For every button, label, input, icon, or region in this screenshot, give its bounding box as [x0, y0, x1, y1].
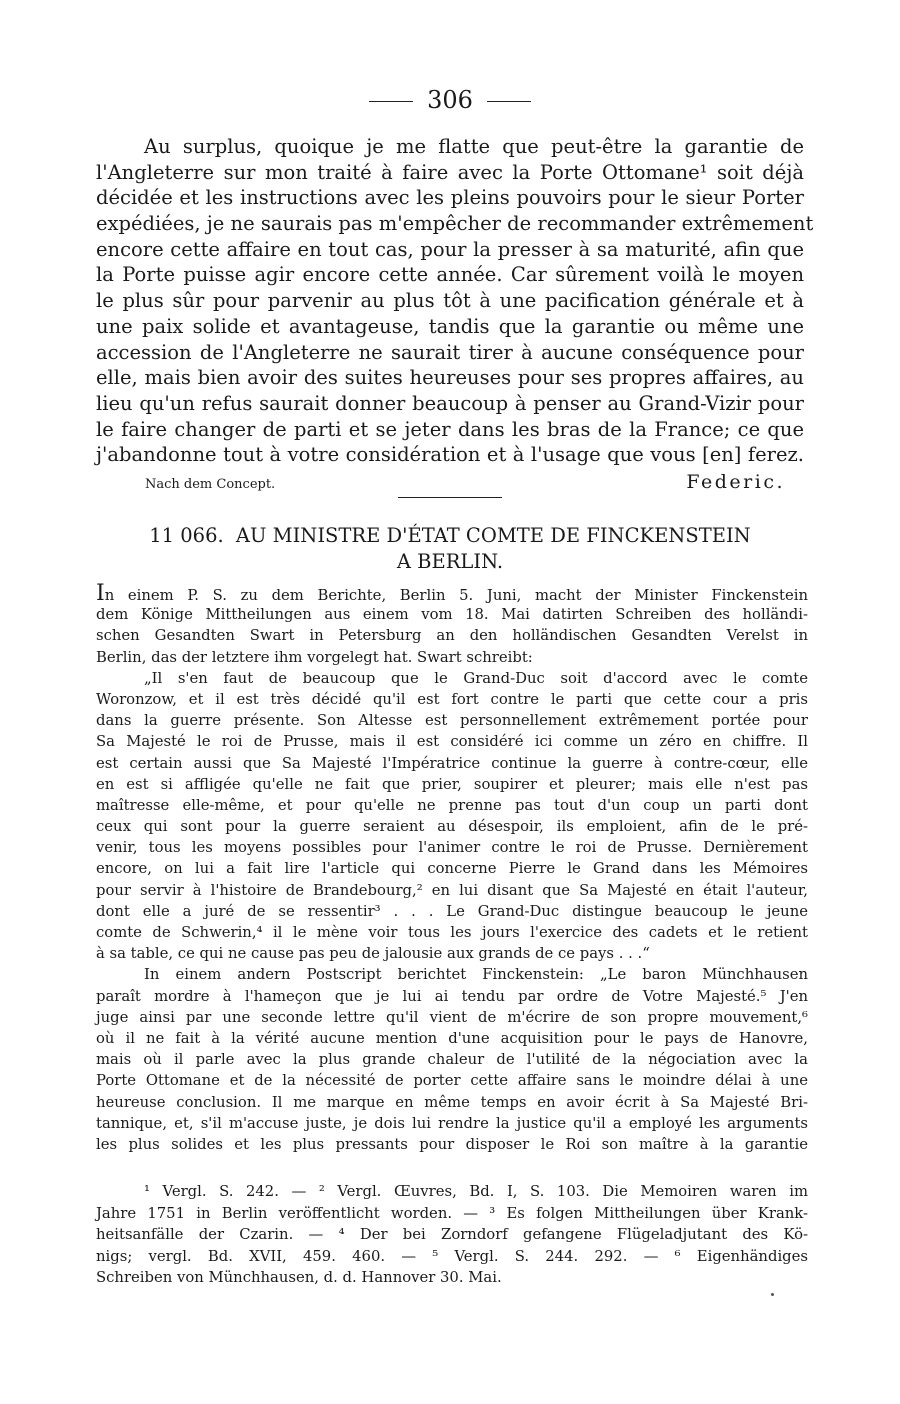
document-title — [96, 523, 804, 575]
body-line: Berlin, das der letztere ihm vorgelegt hat. Swart schreibt: — [96, 648, 533, 666]
body-line: mais où il parle avec la plus grande chaleur de l'utilité de la négociation avec la — [96, 1051, 808, 1069]
letter-line: elle, mais bien avoir des suites heureuses pour ses propres affaires, au — [96, 366, 804, 390]
body-line: comte de Schwerin,⁴ il le mène voir tous les jours l'exercice des cadets et le retient — [96, 924, 808, 941]
body-line: les plus solides et les plus pressants pour disposer le Roi son maître à la garantie — [96, 1135, 808, 1153]
source-note: Nach dem Concept. — [145, 477, 276, 492]
letter-line: j'abandonne tout à votre considération et à l'usage que vous [en] ferez. — [96, 443, 804, 467]
body-line: juge ainsi par une seconde lettre qu'il vient de m'écrire de son propre mouvement,⁶ — [96, 1008, 808, 1026]
header-dash-left — [369, 101, 413, 102]
letter-line: l'Angleterre sur mon traité à faire avec la Porte Ottomane¹ soit déjà — [96, 160, 804, 184]
body-line: ceux qui sont pour la guerre seraient au désespoir, ils emploient, afin de le pré- — [96, 818, 808, 836]
page-number: 306 — [427, 86, 473, 114]
header-dash-right — [487, 101, 531, 102]
footnote-line: heitsanfälle der Czarin. — ⁴ Der bei Zorndorf gefangene Flügeladjutant des Kö- — [96, 1226, 808, 1243]
title-line-2: A BERLIN. — [396, 550, 504, 573]
letter-line: décidée et les instructions avec les pleins pouvoirs pour le sieur Porter — [96, 186, 804, 210]
title-line-1: AU MINISTRE D'ÉTAT COMTE DE FINCKENSTEIN — [235, 524, 751, 547]
letter-line: lieu qu'un refus saurait donner beaucoup à penser au Grand-Vizir pour — [96, 391, 804, 415]
letter-line: accession de l'Angleterre ne saurait tirer à aucune conséquence pour — [96, 340, 804, 364]
drop-cap: I — [96, 581, 105, 606]
body-line: dans la guerre présente. Son Altesse est personnellement extrêmement portée pour — [96, 712, 808, 730]
footnote-line: nigs; vergl. Bd. XVII, 459. 460. — ⁵ Vergl. S. 244. 292. — ⁶ Eigenhändiges — [96, 1247, 808, 1265]
body-line: dont elle a juré de se ressentir³ . . . Le Grand-Duc distingue beaucoup le jeune — [96, 902, 808, 920]
letter-line: une paix solide et avantageuse, tandis que la garantie ou même une — [96, 314, 804, 338]
letter-line: Au surplus, quoique je me flatte que peut-être la garantie de — [144, 135, 804, 158]
letter-line: le faire changer de parti et se jeter dans les bras de la France; ce que — [96, 417, 804, 441]
body-line: venir, tous les moyens possibles pour l'animer contre le roi de Prusse. Dernièrement — [96, 839, 808, 857]
letter-line: expédiées, je ne saurais pas m'empêcher de recommander extrêmement — [96, 212, 814, 236]
footnotes — [96, 1181, 808, 1289]
body-line: à sa table, ce qui ne cause pas peu de jalousie aux grands de ce pays . . .“ — [96, 945, 650, 963]
signature: Federic. — [686, 471, 785, 493]
body-line: dem Könige Mittheilungen aus einem vom 18. Mai datirten Schreiben des holländi- — [96, 606, 808, 624]
footnote-line: Jahre 1751 in Berlin veröffentlicht worden. — ³ Es folgen Mittheilungen über Krank- — [96, 1204, 808, 1222]
section-divider — [398, 497, 502, 498]
letter-line: encore cette affaire en tout cas, pour la presser à sa maturité, afin que — [96, 237, 804, 261]
page-header — [0, 86, 900, 114]
body-line: In einem andern Postscript berichtet Finckenstein: „Le baron Münchhausen — [144, 966, 808, 984]
body-first-line: n einem P. S. zu dem Berichte, Berlin 5. Juni, macht der Minister Finckenstein — [104, 587, 808, 604]
print-speck — [771, 1293, 774, 1296]
body-line — [96, 583, 808, 604]
body-line: heureuse conclusion. Il me marque en même temps en avoir écrit à Sa Majesté Bri- — [96, 1093, 808, 1111]
body-line: paraît mordre à l'hameçon que je lui ai tendu par ordre de Votre Majesté.⁵ J'en — [96, 987, 808, 1005]
body-line: Sa Majesté le roi de Prusse, mais il est considéré ici comme un zéro en chiffre. Il — [96, 733, 808, 751]
letter-line: la Porte puisse agir encore cette année. Car sûrement voilà le moyen — [96, 263, 804, 287]
body-line: où il ne fait à la vérité aucune mention d'une acquisition pour le pays de Hanovre, — [96, 1029, 808, 1047]
body-line: Woronzow, et il est très décidé qu'il est fort contre le parti que cette cour a pris — [96, 690, 808, 708]
body-line: en est si affligée qu'elle ne fait que prier, soupirer et pleurer; mais elle n'est pas — [96, 775, 808, 793]
body-line: tannique, et, s'il m'accuse juste, je dois lui rendre la justice qu'il a employé les arguments — [96, 1114, 808, 1132]
body-text — [96, 583, 808, 1155]
body-line: Porte Ottomane et de la nécessité de porter cette affaire sans le moindre délai à une — [96, 1072, 808, 1090]
letter-line: le plus sûr pour parvenir au plus tôt à une pacification générale et à — [96, 289, 804, 313]
body-line: encore, on lui a fait lire l'article qui concerne Pierre le Grand dans les Mémoires — [96, 860, 808, 878]
body-line: est certain aussi que Sa Majesté l'Impératrice continue la guerre à contre-cœur, elle — [96, 754, 808, 772]
body-line: „Il s'en faut de beaucoup que le Grand-Duc soit d'accord avec le comte — [144, 669, 808, 687]
document-number: 11 066. — [149, 524, 224, 547]
letter-text — [96, 134, 814, 468]
body-line: maîtresse elle-même, et pour qu'elle ne prenne pas tout d'un coup un parti dont — [96, 796, 808, 814]
body-line: pour servir à l'histoire de Brandebourg,² en lui disant que Sa Majesté en était l'auteur, — [96, 881, 808, 899]
body-line: schen Gesandten Swart in Petersburg an den holländischen Gesandten Verelst in — [96, 627, 808, 645]
footnote-line: Schreiben von Münchhausen, d. d. Hannover 30. Mai. — [96, 1269, 502, 1286]
footnote-line: ¹ Vergl. S. 242. — ² Vergl. Œuvres, Bd. I, S. 103. Die Memoiren waren im — [144, 1183, 808, 1200]
